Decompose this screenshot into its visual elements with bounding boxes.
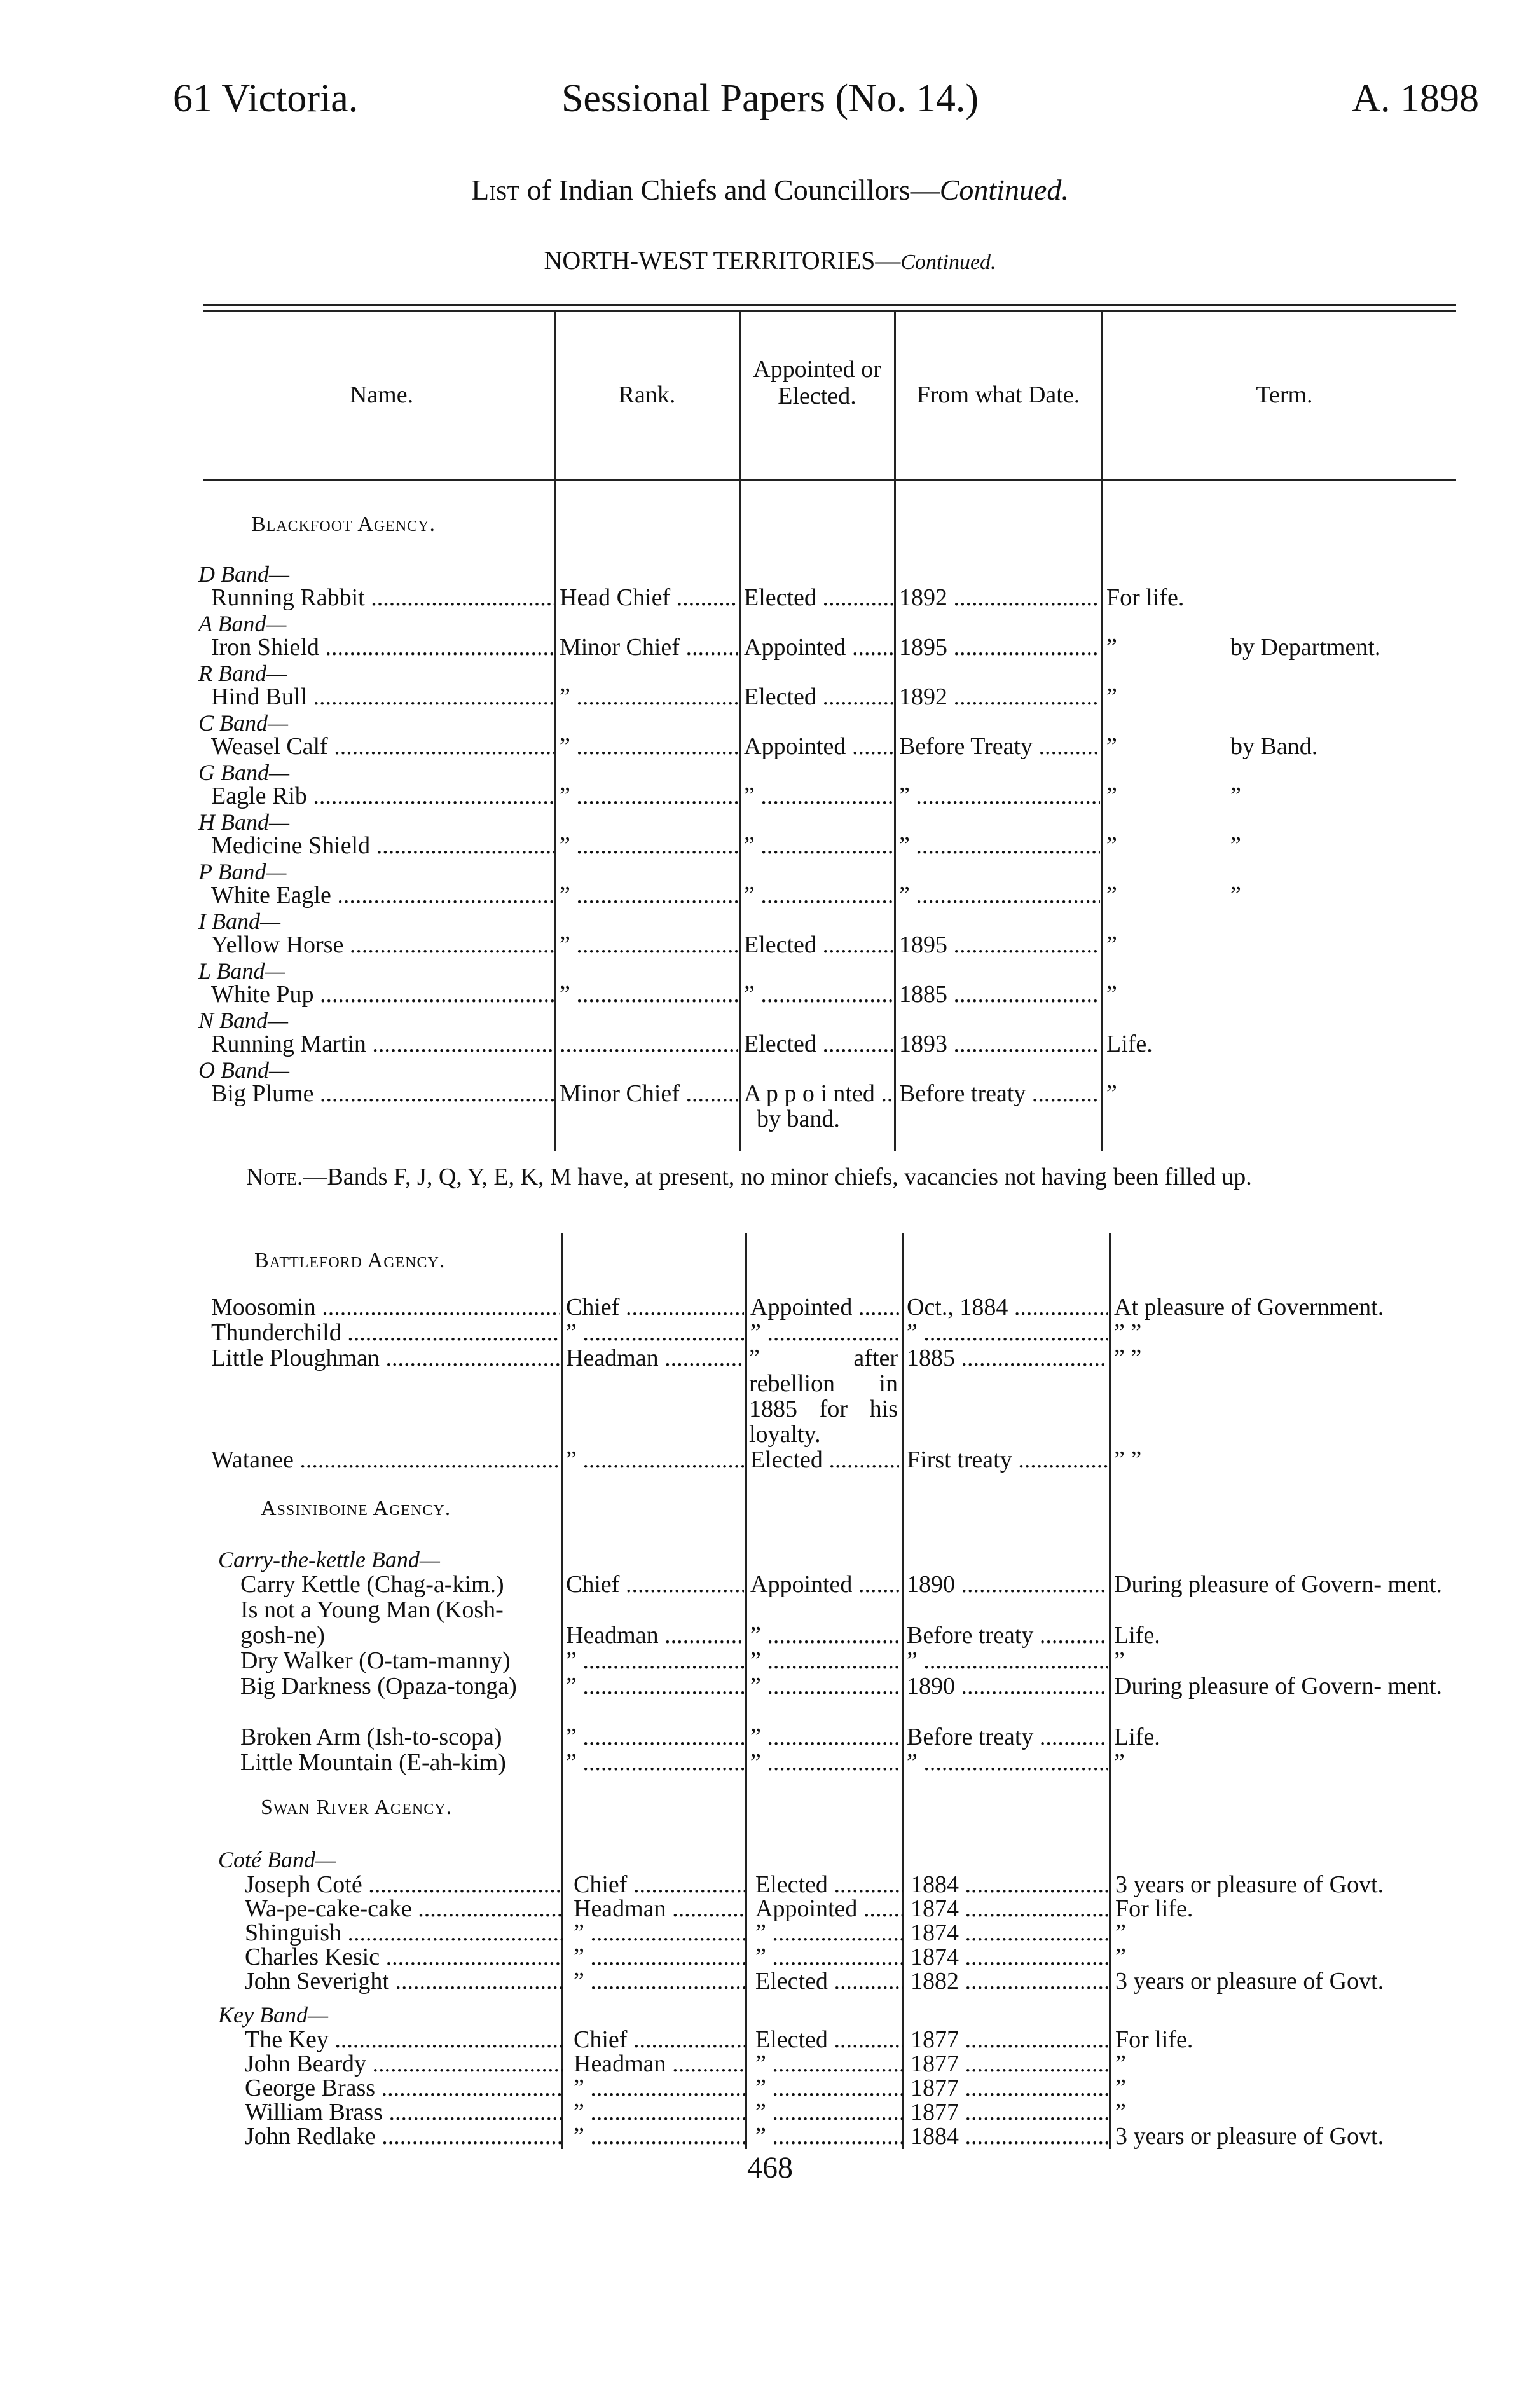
cell-term: ”	[1106, 1081, 1117, 1106]
cell-name: Shinguish .....	[245, 1920, 563, 1946]
cell-rank: Head Chief .....	[560, 585, 738, 610]
cell-date: Before treaty .....	[907, 1623, 1108, 1648]
cell-term: Life.	[1106, 1031, 1153, 1057]
title-rest: of Indian Chiefs and Councillors—	[519, 174, 940, 206]
cell-term: ”	[1106, 882, 1117, 908]
cell-appointed: ” .....	[744, 833, 893, 858]
cell-name: Charles Kesic .....	[245, 1944, 563, 1970]
table-row	[0, 1572, 1540, 1597]
cell-rank: Headman .....	[574, 2051, 745, 2077]
cell-appointed: Appointed .....	[744, 635, 893, 660]
cell-date: 1874 .....	[911, 1896, 1109, 1921]
cell-rank: ” .....	[566, 1724, 744, 1750]
cell-name: John Beardy .....	[245, 2051, 563, 2077]
cell-appointed: ” .....	[750, 1648, 899, 1673]
cell-date: ” .....	[907, 1648, 1108, 1673]
cell-name: Big Darkness (Opaza-tonga)	[240, 1673, 517, 1699]
cell-appointed: ” .....	[744, 982, 893, 1007]
cell-term: ”	[1106, 932, 1117, 958]
cell-appointed: Appointed .....	[744, 734, 893, 759]
cell-date: 1885 .....	[899, 982, 1100, 1007]
band-label: O Band—	[198, 1057, 289, 1083]
title-lead: List	[471, 174, 520, 206]
cell-rank: ” .....	[574, 2099, 745, 2125]
cell-term: ” ”	[1114, 1447, 1142, 1473]
cell-rank: ” .....	[560, 833, 738, 858]
cell-term-note: ”	[1230, 833, 1241, 858]
table-row	[0, 1648, 1540, 1673]
cell-appointed: ” .....	[755, 2075, 903, 2101]
cell-appointed: ” .....	[750, 1750, 899, 1775]
cell-term: ”	[1106, 635, 1117, 660]
cell-name: Dry Walker (O-tam-manny)	[240, 1648, 511, 1673]
cell-term: Life.	[1114, 1623, 1160, 1648]
cell-date: ” .....	[907, 1320, 1108, 1345]
table-row	[0, 635, 1540, 660]
band-label: R Band—	[198, 661, 287, 686]
cell-term: ”	[1114, 1648, 1125, 1673]
cell-term: During pleasure of Govern- ment.	[1114, 1673, 1443, 1700]
cell-appointed: Elected .....	[755, 1968, 903, 1994]
cell-rank: ” .....	[560, 783, 738, 809]
cell-name: Little Ploughman .....	[211, 1345, 560, 1371]
table-row	[0, 982, 1540, 1007]
cell-term-note: ”	[1230, 783, 1241, 809]
cell-name: Running Rabbit .....	[211, 585, 554, 610]
cell-term: 3 years or pleasure of Govt.	[1115, 1872, 1384, 1897]
cell-term: ”	[1106, 982, 1117, 1007]
band-label-carry-the-kettle: Carry-the-kettle Band—	[218, 1547, 440, 1572]
cell-term: ” ”	[1114, 1345, 1142, 1371]
cell-term: During pleasure of Govern- ment.	[1114, 1571, 1443, 1598]
cell-term: 3 years or pleasure of Govt.	[1115, 2124, 1384, 2149]
title-continued: Continued.	[939, 174, 1069, 206]
cell-date: Before treaty .....	[907, 1724, 1108, 1750]
cell-appointed: ” .....	[744, 882, 893, 908]
table-row	[0, 1673, 1540, 1699]
cell-name: Carry Kettle (Chag-a-kim.)	[240, 1572, 504, 1597]
section-heading-swan-river: Swan River Agency.	[261, 1796, 453, 1819]
table-row	[0, 833, 1540, 858]
cell-term: ”	[1106, 783, 1117, 809]
cell-date: 1877 .....	[911, 2099, 1109, 2125]
cell-appointed: ” .....	[750, 1623, 899, 1648]
table-header-rule	[203, 479, 1456, 481]
cell-term: ”	[1115, 1920, 1126, 1946]
table-row	[0, 1345, 1540, 1448]
table-row	[0, 585, 1540, 610]
cell-name: Is not a Young Man (Kosh- gosh-ne)	[240, 1597, 504, 1649]
cell-rank: ” .....	[560, 932, 738, 958]
table-row	[0, 1872, 1540, 1897]
cell-rank: Headman .....	[574, 1896, 745, 1921]
running-header-left: 61 Victoria.	[173, 77, 359, 120]
band-label-key: Key Band—	[218, 2002, 328, 2028]
cell-date: 1893 .....	[899, 1031, 1100, 1057]
col-divider-2	[739, 312, 741, 1151]
cell-rank: ” .....	[574, 1944, 745, 1970]
cell-rank: ” .....	[566, 1648, 744, 1673]
cell-rank: ” .....	[566, 1750, 744, 1775]
table-row	[0, 2051, 1540, 2077]
band-label: N Band—	[198, 1008, 289, 1033]
cell-appointed: ” .....	[755, 1920, 903, 1946]
cell-date: 1892 .....	[899, 585, 1100, 610]
col-head-date: From what Date.	[916, 381, 1080, 408]
cell-name: White Eagle .....	[211, 882, 554, 908]
cell-term-note: by Department.	[1230, 635, 1381, 660]
cell-rank: ” .....	[574, 2075, 745, 2101]
band-label: A Band—	[198, 611, 287, 636]
cell-appointed: ” .....	[755, 1944, 903, 1970]
col-divider-3	[894, 312, 896, 1151]
cell-date: 1885 .....	[907, 1345, 1108, 1371]
cell-name: Iron Shield .....	[211, 635, 554, 660]
cell-name: John Redlake .....	[245, 2124, 563, 2149]
cell-date: ” .....	[899, 882, 1100, 908]
cell-rank: Headman .....	[566, 1345, 744, 1371]
cell-term: ”	[1115, 2051, 1126, 2077]
cell-name: Wa-pe-cake-cake .....	[245, 1896, 563, 1921]
cell-term-note: ”	[1230, 882, 1241, 908]
cell-name: Running Martin .....	[211, 1031, 554, 1057]
cell-name: Eagle Rib .....	[211, 783, 554, 809]
cell-date: 1884 .....	[911, 2124, 1109, 2149]
table-top-rule	[203, 304, 1456, 306]
table-row	[0, 1320, 1540, 1345]
cell-rank: ” .....	[560, 882, 738, 908]
cell-rank: ” .....	[574, 1968, 745, 1994]
band-label-cote: Coté Band—	[218, 1847, 336, 1872]
cell-name: Yellow Horse .....	[211, 932, 554, 958]
table-row	[0, 1750, 1540, 1775]
appointed-continuation	[0, 1106, 1540, 1132]
cell-appointed: Elected .....	[744, 585, 893, 610]
cell-date: 1877 .....	[911, 2051, 1109, 2077]
cell-name: Broken Arm (Ish-to-scopa)	[240, 1724, 502, 1750]
cell-term: At pleasure of Government.	[1114, 1295, 1384, 1320]
running-header-center: Sessional Papers (No. 14.)	[561, 77, 979, 120]
col-head-rank: Rank.	[618, 381, 676, 408]
cell-appointed: Elected .....	[750, 1447, 899, 1473]
table-row	[0, 2124, 1540, 2149]
running-header-right: A. 1898	[1352, 77, 1479, 120]
cell-date: First treaty .....	[907, 1447, 1108, 1473]
page-number: 468	[747, 2151, 793, 2185]
cell-appointed: Elected .....	[744, 932, 893, 958]
table-row	[0, 1724, 1540, 1750]
band-label: L Band—	[198, 958, 285, 984]
cell-date: 1890 .....	[907, 1572, 1108, 1597]
cell-rank	[560, 1031, 738, 1057]
table-row	[0, 2099, 1540, 2125]
cell-appointed: Elected .....	[755, 2027, 903, 2052]
cell-name: Thunderchild .....	[211, 1320, 560, 1345]
cell-term: ”	[1106, 734, 1117, 759]
table-row	[0, 1295, 1540, 1320]
cell-appointed: ” .....	[744, 783, 893, 809]
section-heading-assiniboine: Assiniboine Agency.	[261, 1497, 451, 1520]
table-row	[0, 684, 1540, 710]
cell-name: Moosomin .....	[211, 1295, 560, 1320]
cell-term: 3 years or pleasure of Govt.	[1115, 1968, 1384, 1994]
cell-term: ”	[1106, 684, 1117, 710]
cell-rank: ” .....	[574, 1920, 745, 1946]
band-label: C Band—	[198, 710, 289, 736]
table-row	[0, 1031, 1540, 1057]
cell-appointed: ” .....	[750, 1320, 899, 1345]
cell-appointed: Elected .....	[744, 684, 893, 710]
cell-rank: ” .....	[566, 1320, 744, 1345]
cell-appointed: ” .....	[750, 1673, 899, 1699]
cell-appointed-2: by band.	[757, 1106, 840, 1132]
cell-name: The Key .....	[245, 2027, 563, 2052]
table-row	[0, 2075, 1540, 2101]
cell-name: Little Mountain (E-ah-kim)	[240, 1750, 506, 1775]
cell-rank: ” .....	[560, 982, 738, 1007]
cell-date: 1895 .....	[899, 635, 1100, 660]
cell-date: 1890 .....	[907, 1673, 1108, 1699]
cell-rank: Chief .....	[566, 1295, 744, 1320]
cell-term-note: by Band.	[1230, 734, 1318, 759]
cell-name: Hind Bull .....	[211, 684, 554, 710]
table-row	[0, 1896, 1540, 1921]
cell-name: William Brass .....	[245, 2099, 563, 2125]
table-row	[0, 882, 1540, 908]
note-paragraph	[210, 1164, 1475, 1190]
table-row	[0, 1447, 1540, 1473]
table-row	[0, 783, 1540, 809]
cell-appointed: ” after rebellion in 1885 for his loyalty.	[749, 1345, 898, 1448]
cell-date: 1874 .....	[911, 1944, 1109, 1970]
cell-appointed: Appointed .....	[750, 1295, 899, 1320]
cell-appointed: ” .....	[755, 2099, 903, 2125]
cell-date: Before treaty .....	[899, 1081, 1100, 1106]
cell-date: 1877 .....	[911, 2075, 1109, 2101]
cell-term: Life.	[1114, 1724, 1160, 1750]
cell-rank: ” .....	[560, 734, 738, 759]
cell-name: Watanee .....	[211, 1447, 560, 1473]
subtitle-continued: Continued.	[900, 251, 996, 274]
cell-appointed: Appointed .....	[755, 1896, 903, 1921]
cell-date: 1884 .....	[911, 1872, 1109, 1897]
cell-name: John Severight .....	[245, 1968, 563, 1994]
col-head-term: Term.	[1256, 381, 1313, 408]
band-label: G Band—	[198, 760, 289, 785]
table-row	[0, 1597, 1540, 1649]
cell-date: ” .....	[899, 833, 1100, 858]
section-heading-blackfoot: Blackfoot Agency.	[251, 512, 436, 536]
cell-term: For life.	[1106, 585, 1185, 610]
cell-rank: Minor Chief .....	[560, 635, 738, 660]
cell-rank: ” .....	[566, 1673, 744, 1699]
cell-rank: Chief .....	[574, 2027, 745, 2052]
subtitle-main: NORTH-WEST TERRITORIES—	[544, 246, 901, 275]
section-heading-battleford: Battleford Agency.	[254, 1249, 446, 1272]
cell-date: 1874 .....	[911, 1920, 1109, 1946]
cell-name: George Brass .....	[245, 2075, 563, 2101]
cell-date: Before Treaty .....	[899, 734, 1100, 759]
cell-appointed: A p p o i nted .....	[744, 1081, 893, 1106]
cell-date: ” .....	[907, 1750, 1108, 1775]
cell-rank: Headman .....	[566, 1623, 744, 1648]
cell-appointed: ” .....	[755, 2051, 903, 2077]
cell-term: ”	[1115, 2075, 1126, 2101]
cell-rank: ” .....	[574, 2124, 745, 2149]
cell-term: ”	[1114, 1750, 1125, 1775]
cell-rank: Chief .....	[566, 1572, 744, 1597]
col-divider-1	[554, 312, 556, 1151]
band-label: P Band—	[198, 859, 287, 884]
table-row	[0, 2027, 1540, 2052]
cell-date: 1892 .....	[899, 684, 1100, 710]
col-head-name: Name.	[349, 381, 414, 408]
cell-term: ”	[1115, 2099, 1126, 2125]
band-label: H Band—	[198, 809, 289, 835]
band-label: D Band—	[198, 561, 289, 587]
cell-appointed: Appointed .....	[750, 1572, 899, 1597]
cell-name: Joseph Coté .....	[245, 1872, 563, 1897]
note-body: .—Bands F, J, Q, Y, E, K, M have, at present, no minor chiefs, vacancies not having been filled up.	[296, 1164, 1252, 1190]
cell-term: ”	[1106, 833, 1117, 858]
cell-date: Oct., 1884 .....	[907, 1295, 1108, 1320]
cell-date: 1895 .....	[899, 932, 1100, 958]
cell-name: White Pup .....	[211, 982, 554, 1007]
cell-term: ” ”	[1114, 1320, 1142, 1345]
cell-term: For life.	[1115, 1896, 1193, 1921]
cell-name: Medicine Shield .....	[211, 833, 554, 858]
table-row	[0, 1968, 1540, 1994]
cell-rank: ” .....	[566, 1447, 744, 1473]
page-title	[0, 173, 1540, 207]
cell-name: Big Plume .....	[211, 1081, 554, 1106]
cell-date: ” .....	[899, 783, 1100, 809]
cell-appointed: ” .....	[750, 1724, 899, 1750]
band-label: I Band—	[198, 909, 280, 934]
table-row	[0, 1944, 1540, 1970]
table-row	[0, 1920, 1540, 1946]
cell-name: Weasel Calf .....	[211, 734, 554, 759]
table-row	[0, 1081, 1540, 1106]
cell-date: 1882 .....	[911, 1968, 1109, 1994]
cell-term: For life.	[1115, 2027, 1193, 2052]
cell-appointed: Elected .....	[755, 1872, 903, 1897]
col-divider-4	[1101, 312, 1103, 1151]
table-top-rule-2	[203, 310, 1456, 312]
col-head-appointed: Appointed or Elected.	[753, 356, 881, 409]
table-row	[0, 932, 1540, 958]
table-row	[0, 734, 1540, 759]
cell-date: 1877 .....	[911, 2027, 1109, 2052]
note-label: Note	[246, 1164, 297, 1190]
cell-appointed: ” .....	[755, 2124, 903, 2149]
cell-appointed: Elected .....	[744, 1031, 893, 1057]
cell-rank: ” .....	[560, 684, 738, 710]
cell-rank: Chief .....	[574, 1872, 745, 1897]
cell-term: ”	[1115, 1944, 1126, 1970]
cell-rank: Minor Chief .....	[560, 1081, 738, 1106]
page-subtitle	[0, 245, 1540, 275]
